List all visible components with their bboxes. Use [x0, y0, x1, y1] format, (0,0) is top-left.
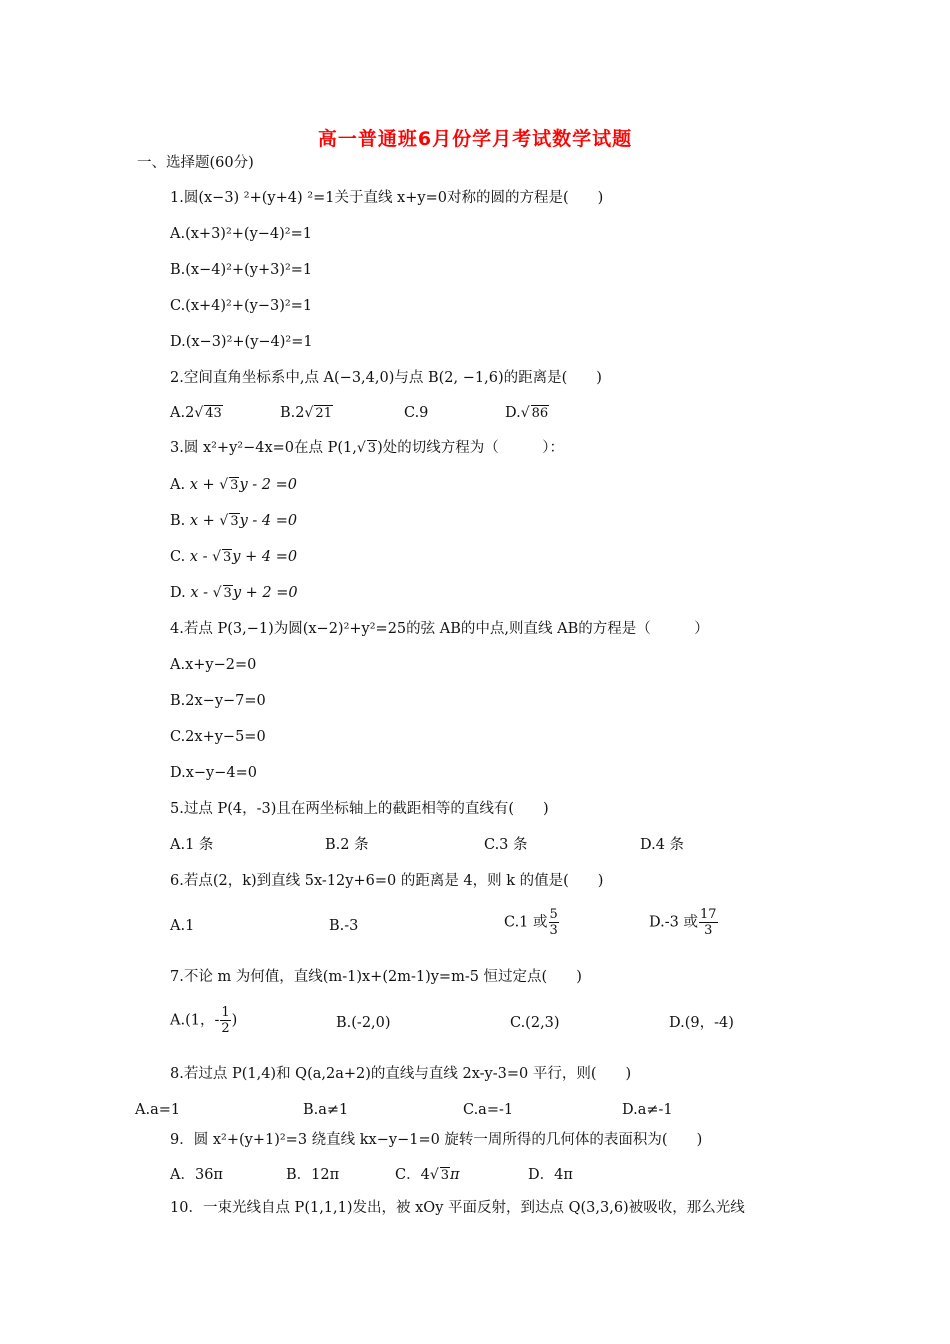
section-heading: 一、选择题(60分)	[137, 155, 254, 171]
question-2-option-c: C.9	[404, 405, 429, 421]
question-5-option-a: A.1 条	[170, 837, 214, 853]
question-5-option-d: D.4 条	[640, 837, 685, 853]
question-7-option-a: A.(1，- $\frac{1}{2}$ )	[170, 1005, 238, 1036]
question-6-stem: 6.若点(2，k)到直线 5x-12y+6=0 的距离是 4，则 k 的值是( )	[170, 873, 604, 889]
question-10-stem: 10．一束光线自点 P(1,1,1)发出，被 xOy 平面反射，到达点 Q(3,3,6)被吸收，那么光线	[170, 1200, 745, 1216]
question-6-option-d: D.-3 或 $\frac{17}{3}$	[649, 907, 717, 938]
question-3-option-d: D. x - √ 3y + 2 =0	[170, 585, 298, 601]
question-2-option-d: D.√ 86	[505, 405, 549, 421]
question-1-option-b: B.(x−4)²+(y+3)²=1	[170, 262, 313, 278]
question-4-option-a: A.x+y−2=0	[170, 657, 257, 673]
question-8-option-d: D.a≠-1	[622, 1102, 673, 1118]
question-2-option-b: B.2√ 21	[280, 405, 332, 421]
question-9-option-a: A．36π	[170, 1167, 223, 1183]
question-1-option-d: D.(x−3)²+(y−4)²=1	[170, 334, 313, 350]
question-1-stem: 1.圆(x−3) ²+(y+4) ²=1关于直线 x+y=0对称的圆的方程是( )	[170, 190, 604, 206]
question-4-option-c: C.2x+y−5=0	[170, 729, 266, 745]
question-3-stem: 3.圆 x²+y²−4x=0在点 P(1,√ 3)处的切线方程为（ ）：	[170, 440, 564, 456]
question-6-option-a: A.1	[170, 918, 195, 934]
question-4-option-b: B.2x−y−7=0	[170, 693, 266, 709]
question-7-stem: 7.不论 m 为何值，直线(m-1)x+(2m-1)y=m-5 恒过定点( )	[170, 969, 582, 985]
question-9-stem: 9．圆 x²+(y+1)²=3 绕直线 kx−y−1=0 旋转一周所得的几何体的表面积为( )	[170, 1132, 703, 1148]
question-4-option-d: D.x−y−4=0	[170, 765, 257, 781]
question-1-option-a: A.(x+3)²+(y−4)²=1	[170, 226, 312, 242]
question-7-option-d: D.(9，-4)	[669, 1015, 734, 1031]
question-9-option-d: D．4π	[528, 1167, 573, 1183]
question-8-option-a: A.a=1	[135, 1102, 181, 1118]
question-4-stem: 4.若点 P(3,−1)为圆(x−2)²+y²=25的弦 AB的中点,则直线 AB的方程是（ ）	[170, 621, 709, 637]
question-1-option-c: C.(x+4)²+(y−3)²=1	[170, 298, 313, 314]
page-title: 高一普通班6月份学月考试数学试题	[317, 128, 633, 150]
question-8-option-c: C.a=-1	[463, 1102, 514, 1118]
question-6-option-b: B.-3	[329, 918, 359, 934]
question-3-option-c: C. x - √ 3y + 4 =0	[170, 549, 298, 565]
question-7-option-c: C.(2,3)	[510, 1015, 560, 1031]
question-5-option-b: B.2 条	[325, 837, 369, 853]
question-3-option-b: B. x + √ 3y - 4 =0	[170, 513, 298, 529]
question-8-option-b: B.a≠1	[303, 1102, 349, 1118]
question-9-option-b: B．12π	[286, 1167, 340, 1183]
question-2-stem: 2.空间直角坐标系中,点 A(−3,4,0)与点 B(2, −1,6)的距离是( )	[170, 370, 602, 386]
question-9-option-c: C．4√ 3π	[395, 1167, 460, 1183]
question-5-option-c: C.3 条	[484, 837, 528, 853]
question-8-stem: 8.若过点 P(1,4)和 Q(a,2a+2)的直线与直线 2x-y-3=0 平行，则( )	[170, 1066, 632, 1082]
question-6-option-c: C.1 或 $\frac{5}{3}$	[504, 907, 558, 938]
question-2-option-a: A.2√ 43	[170, 405, 222, 421]
question-5-stem: 5.过点 P(4，-3)且在两坐标轴上的截距相等的直线有( )	[170, 801, 549, 817]
question-3-option-a: A. x + √ 3y - 2 =0	[170, 477, 297, 493]
question-7-option-b: B.(-2,0)	[336, 1015, 391, 1031]
